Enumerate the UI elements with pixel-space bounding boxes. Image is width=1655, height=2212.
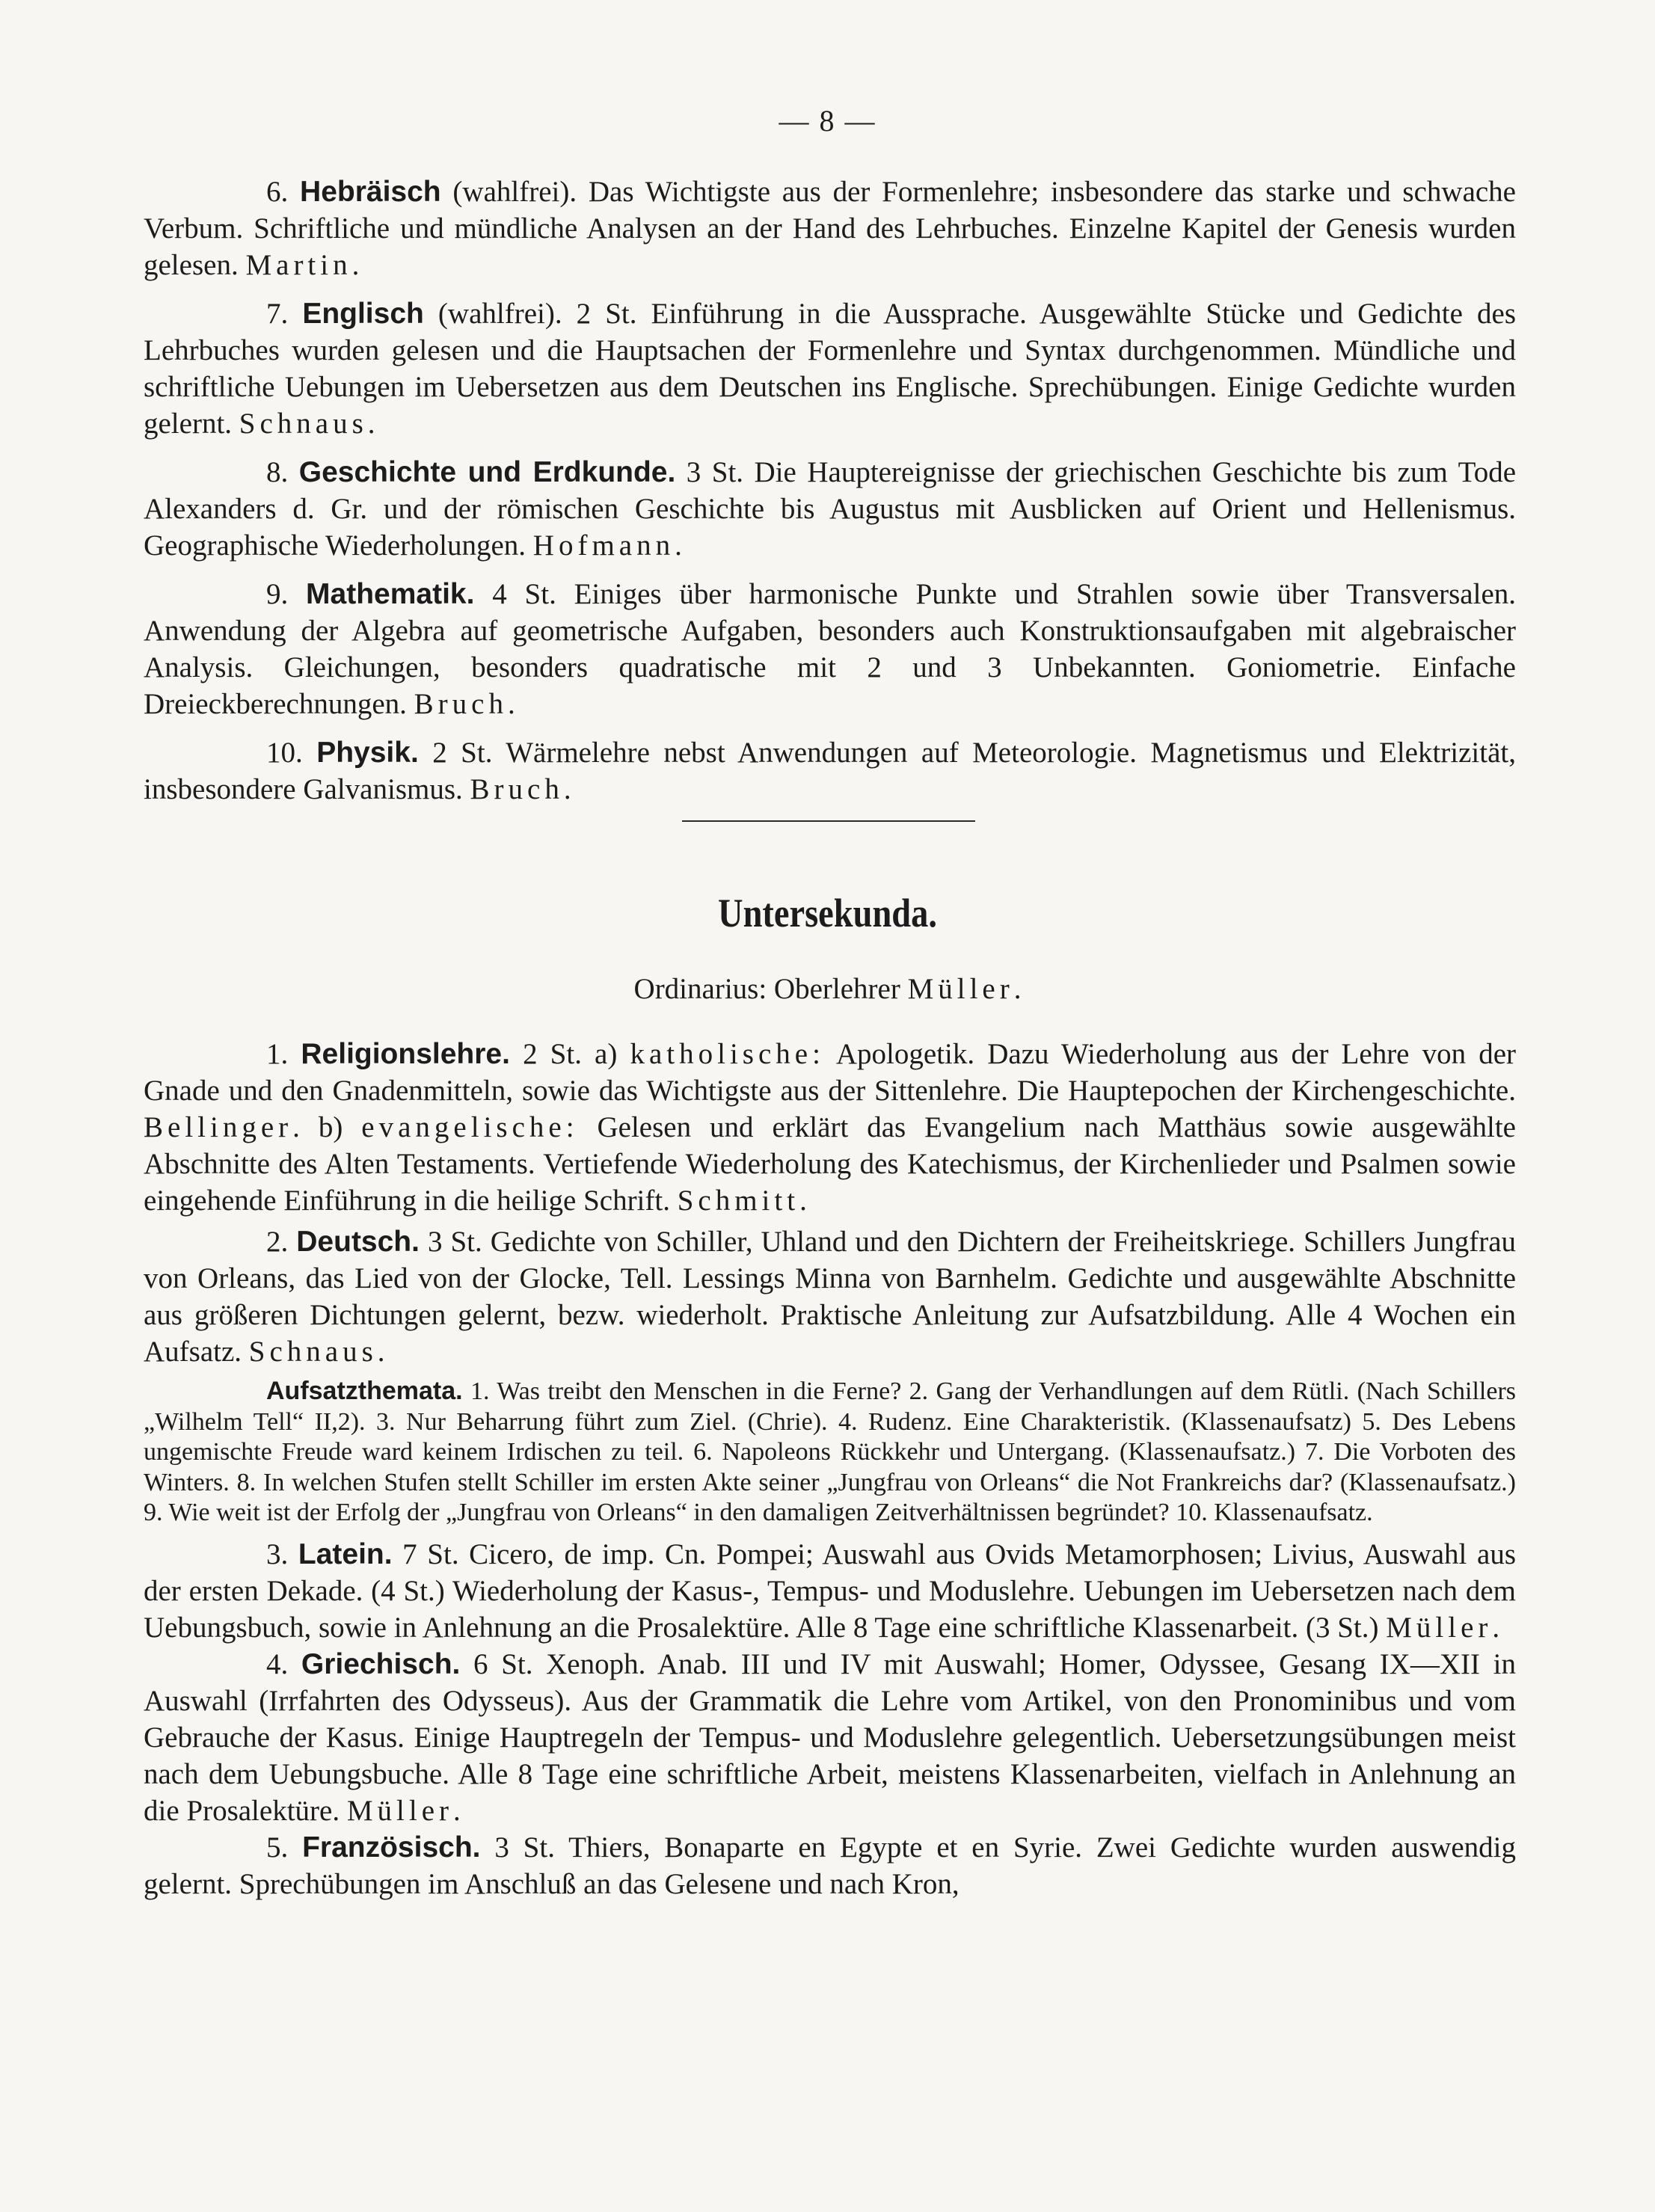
page-number: — 8 — <box>779 104 876 138</box>
themata-text: 1. Was treibt den Menschen in die Ferne? 2. Gang der Verhandlungen auf dem Rütli. (Nach Schillers „Wilhelm Tell“ II,2). 3. Nur Beharrung führt zum Ziel. (Chrie). 4. Rudenz. Eine Charakteristik. (Klassenaufsatz) 5. Des Lebens ungemischte Freude ward keinem Irdischen zu teil. 6. Napoleons Rückkehr und Untergang. (Klassenaufsatz.) 7. Die Vorboten des Winters. 8. In welchen Stufen stellt Schiller im ersten Akte seiner „Jungfrau von Orleans“ die Not Frankreichs dar? (Klassenaufsatz.) 9. Wie weit ist der Erfolg der „Jungfrau von Orleans“ in den damaligen Zeitverhältnissen begründet? 10. Klassenaufsatz. <box>144 1377 1516 1526</box>
paragraph-religion <box>144 1036 1516 1219</box>
item-number: 7. <box>266 298 289 330</box>
paragraph-hebraeisch <box>144 173 1516 283</box>
subject-heading: Griechisch. <box>301 1647 461 1680</box>
item-number: 6. <box>266 176 289 208</box>
section-divider <box>682 820 975 822</box>
teacher-name: Hofmann <box>532 529 675 562</box>
punctuation: . <box>377 1336 385 1368</box>
subject-heading: Geschichte und Erdkunde. <box>298 456 676 488</box>
punctuation: . <box>507 688 515 720</box>
item-number: 8. <box>266 456 289 488</box>
ordinarius-label: Ordinarius: Oberlehrer <box>633 973 908 1005</box>
paragraph-text: 2 St. Wärmelehre nebst Anwendungen auf Meteorologie. Magnetismus und Elektrizität, insbesondere Galvanismus. <box>144 737 1516 805</box>
item-number: 4. <box>266 1647 289 1680</box>
item-number: 2. <box>266 1226 289 1258</box>
paragraph-text: 4 St. Einiges über harmonische Punkte und Strahlen sowie über Transversalen. Anwendung der Algebra auf geometrische Aufgaben, besonders auch Konstruktionsaufgaben mit algebraischer Analysis. Gleichungen, besonders quadratische mit 2 und 3 Unbekannten. Goniometrie. Einfache Dreieckberechnungen. <box>144 578 1516 720</box>
punctuation: . <box>367 408 375 440</box>
paragraph-text: 3 St. Gedichte von Schiller, Uhland und den Dichtern der Freiheitskriege. Schillers Jungfrau von Orleans, das Lied von der Glocke, Tell. Lessings Minna von Barnhelm. Gedichte und ausgewählte Abschnitte aus größeren Dichtungen gelernt, bezw. wiederholt. Praktische Anleitung zur Aufsatzbildung. Alle 4 Wochen ein Aufsatz. <box>144 1226 1517 1368</box>
item-number: 5. <box>266 1831 289 1864</box>
paragraph-geschichte <box>144 454 1516 564</box>
subject-heading: Latein. <box>298 1537 393 1570</box>
paragraph-aufsatzthemata <box>144 1376 1516 1529</box>
paragraph-griechisch <box>144 1646 1516 1829</box>
paragraph-text: (wahlfrei). Das Wichtigste aus der Formenlehre; insbesondere das starke und schwache Verbum. Schriftliche und mündliche Analysen an der Hand des Lehrbuches. Einzelne Kapitel der Genesis wurden gelesen. <box>144 176 1516 281</box>
item-number: 10. <box>266 737 303 769</box>
section-title: Untersekunda. <box>718 891 937 936</box>
teacher-name: Schnaus <box>239 408 368 440</box>
teacher-name: Schmitt <box>677 1185 800 1217</box>
item-number: 3. <box>266 1537 289 1570</box>
teacher-name: Bruch <box>414 688 508 720</box>
teacher-name: Müller <box>346 1794 453 1827</box>
subject-heading: Physik. <box>316 737 419 769</box>
item-number: 9. <box>266 578 289 610</box>
paragraph-text: Apologetik. Dazu Wiederholung aus der Lehre von der Gnade und den Gnadenmitteln, sowie das Wichtigste aus der Sittenlehre. Die Hauptepochen der Kirchengeschichte. <box>144 1038 1517 1107</box>
paragraph-physik <box>144 734 1516 808</box>
paragraph-text: 6 St. Xenoph. Anab. III und IV mit Auswahl; Homer, Odyssee, Gesang IX—XII in Auswahl (Irrfahrten des Odysseus). Aus der Grammatik die Lehre vom Artikel, von den Pronominibus und vom Gebrauche der Kasus. Einige Hauptregeln der Tempus- und Moduslehre gelegentlich. Uebersetzungsübungen meist nach dem Uebungsbuche. Alle 8 Tage eine schriftliche Arbeit, meistens Klassenarbeiten, vielfach in Anlehnung an die Prosalektüre. <box>144 1647 1516 1827</box>
subject-heading: Deutsch. <box>296 1226 420 1258</box>
punctuation: . <box>799 1185 807 1217</box>
teacher-name: Bruch <box>470 773 564 805</box>
subject-heading: Englisch <box>302 298 424 330</box>
top-section <box>144 173 1516 808</box>
themata-heading: Aufsatzthemata. <box>266 1377 463 1405</box>
teacher-name: Müller <box>1386 1611 1493 1644</box>
paragraph-deutsch <box>144 1223 1516 1370</box>
teacher-name: Schnaus <box>248 1336 378 1368</box>
punctuation: . <box>675 529 682 562</box>
item-number: 1. <box>266 1038 289 1070</box>
teacher-name: Bellinger <box>144 1111 293 1143</box>
subject-heading: Französisch. <box>302 1831 481 1864</box>
subject-heading: Mathematik. <box>306 578 475 610</box>
paragraph-englisch <box>144 295 1516 442</box>
paragraph-text: 2 St. a) <box>509 1038 630 1070</box>
paragraph-franzoesisch <box>144 1829 1516 1902</box>
ordinarius-name: Müller <box>907 973 1014 1005</box>
punctuation: . <box>1492 1611 1500 1644</box>
denomination-label: evangelische: <box>361 1111 579 1143</box>
ordinarius-line <box>0 972 1655 1006</box>
punctuation: . <box>1013 973 1022 1005</box>
paragraph-text: . b) <box>292 1111 362 1143</box>
paragraph-text: (wahlfrei). 2 St. Einführung in die Aussprache. Ausgewählte Stücke und Gedichte des Lehrbuches wurden gelesen und die Hauptsachen der Formenlehre und Syntax durchgenommen. Mündliche und schriftliche Uebungen im Uebersetzen aus dem Deutschen ins Englische. Sprechübungen. Einige Gedichte wurden gelernt. <box>144 298 1516 440</box>
paragraph-mathematik <box>144 576 1516 722</box>
punctuation: . <box>453 1794 461 1827</box>
teacher-name: Martin <box>245 249 352 281</box>
denomination-label: katholische: <box>630 1038 825 1070</box>
bottom-section <box>144 1036 1516 1902</box>
paragraph-text: 3 St. Thiers, Bonaparte en Egypte et en Syrie. Zwei Gedichte wurden auswendig gelernt. Sprechübungen im Anschluß an das Gelesene und nach Kron, <box>144 1831 1517 1900</box>
punctuation: . <box>563 773 571 805</box>
subject-heading: Religionslehre. <box>301 1038 510 1070</box>
paragraph-text: 3 St. Die Hauptereignisse der griechischen Geschichte bis zum Tode Alexanders d. Gr. und der römischen Geschichte bis Augustus mit Ausblicken auf Orient und Hellenismus. Geographische Wiederholungen. <box>144 456 1517 562</box>
punctuation: . <box>351 249 360 281</box>
paragraph-text: 7 St. Cicero, de imp. Cn. Pompei; Auswahl aus Ovids Metamorphosen; Livius, Auswahl aus der ersten Dekade. (4 St.) Wiederholung der Kasus-, Tempus- und Moduslehre. Uebungen im Uebersetzen nach dem Uebungsbuch, sowie in Anlehnung an die Prosalektüre. Alle 8 Tage eine schriftliche Klassenarbeit. (3 St.) <box>144 1537 1516 1644</box>
paragraph-text: Gelesen und erklärt das Evangelium nach Matthäus sowie ausgewählte Abschnitte des Alten Testaments. Vertiefende Wiederholung des Katechismus, der Kirchenlieder und Psalmen sowie eingehende Einführung in die heilige Schrift. <box>144 1111 1516 1217</box>
paragraph-latein <box>144 1536 1516 1646</box>
subject-heading: Hebräisch <box>300 176 441 208</box>
